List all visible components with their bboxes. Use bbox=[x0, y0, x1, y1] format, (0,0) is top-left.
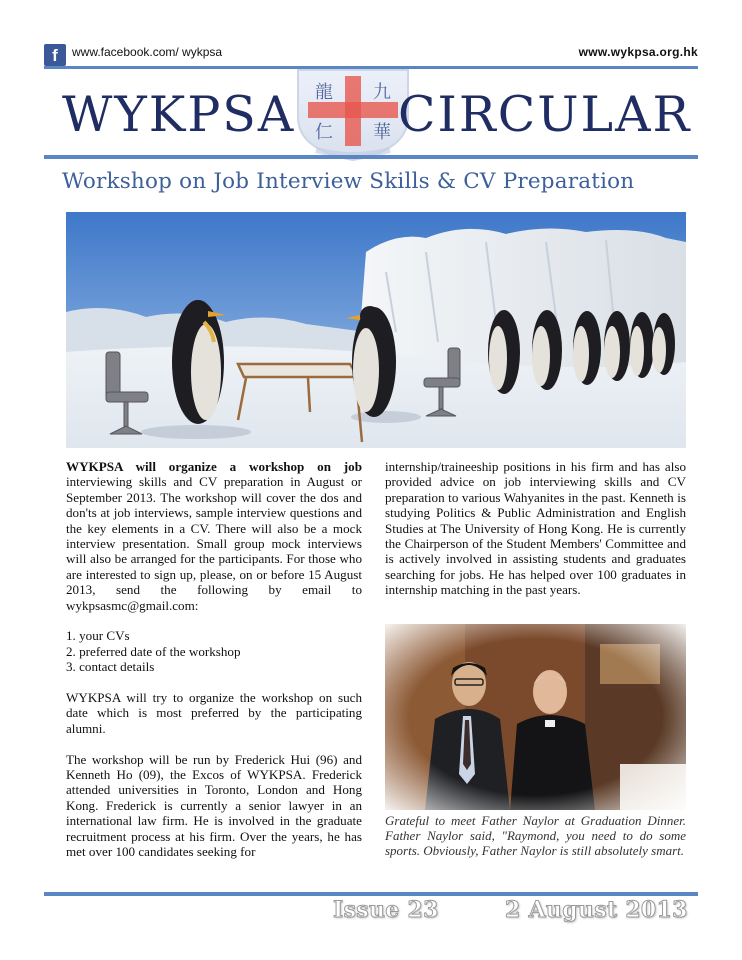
masthead-left: WYKPSA bbox=[62, 86, 296, 143]
svg-text:九: 九 bbox=[373, 82, 391, 103]
intro-bold: WYKPSA will organize a workshop on job bbox=[66, 459, 362, 474]
list-item: 1. your CVs bbox=[66, 628, 130, 644]
bottom-divider bbox=[44, 892, 698, 896]
list-item: 2. preferred date of the workshop bbox=[66, 643, 241, 659]
graduation-dinner-photo bbox=[385, 624, 686, 810]
masthead-right: CIRCULAR bbox=[398, 86, 692, 143]
issue-number: Issue 23 bbox=[333, 897, 439, 923]
masthead-divider bbox=[44, 155, 698, 159]
article-left-column bbox=[66, 459, 362, 875]
photo-caption: Grateful to meet Father Naylor at Graduation Dinner. Father Naylor said, "Raymond, you need to do some sports. Obviously, Father Naylor is still absolutely smart. bbox=[385, 813, 686, 859]
penguins-hero-image bbox=[66, 212, 686, 448]
svg-text:仁: 仁 bbox=[315, 122, 333, 143]
list-item: 3. contact details bbox=[66, 659, 155, 675]
article-paragraph: WYKPSA will try to organize the workshop on such date which is most preferred by the participating alumni. bbox=[66, 690, 362, 736]
svg-text:華: 華 bbox=[373, 122, 391, 143]
svg-text:龍: 龍 bbox=[315, 82, 333, 103]
website-link[interactable]: www.wykpsa.org.hk bbox=[578, 45, 698, 59]
facebook-link[interactable]: www.facebook.com/ wykpsa bbox=[72, 45, 223, 59]
article-headline: Workshop on Job Interview Skills & CV Preparation bbox=[62, 169, 635, 194]
facebook-icon[interactable]: f bbox=[44, 44, 66, 66]
intro-text: interviewing skills and CV preparation in August or September 2013. The workshop will cover the dos and don'ts at job interviews, sample interview questions and the key elements in a CV. There will also be a mock interview presentation. Small group mock interviews will also be arranged for the participants. For those who are interested to sign up, please, on or before 15 August 2013, send the following by email to wykpsasmc@gmail.com: bbox=[66, 474, 362, 613]
article-paragraph: The workshop will be run by Frederick Hui (96) and Kenneth Ho (09), the Excos of WYKPSA. Frederick attended universities in Toronto, London and Hong Kong. Frederick is currently a senior lawyer in an international law firm. He is involved in the graduate recruitment process at his firm. Over the years, he has met over 100 candidates seeking for bbox=[66, 751, 362, 860]
issue-date: 2 August 2013 bbox=[505, 897, 688, 923]
article-right-column: internship/traineeship positions in his firm and has also provided advice on job interviewing skills and CV preparation to various Wahyanites in the past. Kenneth is studying Politics & Public Administration and English Studies at The University of Hong Kong. He is currently the Chairperson of the Student Members' Committee and is actively involved in assisting students and graduates searching for jobs. He has helped over 100 graduates in internship matching in the past years. bbox=[385, 459, 686, 598]
article-intro bbox=[66, 459, 362, 613]
signup-list bbox=[66, 628, 362, 674]
